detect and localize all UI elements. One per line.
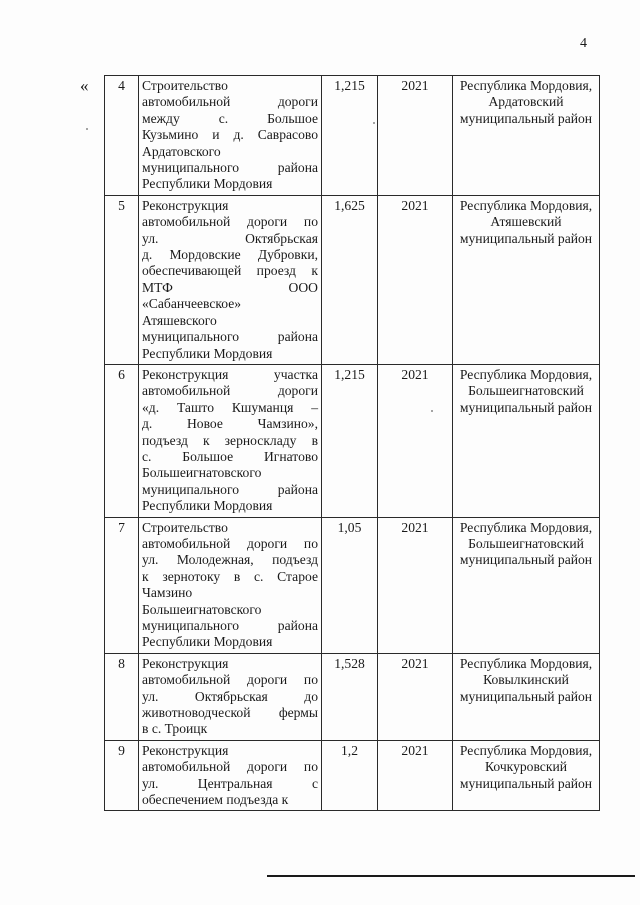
description-line: автомобильной дороги bbox=[142, 383, 318, 399]
description-line: муниципального района bbox=[142, 160, 318, 176]
description-line: автомобильной дороги bbox=[142, 94, 318, 110]
region-cell bbox=[453, 195, 600, 364]
region-line: муниципальный район bbox=[459, 552, 593, 568]
description-line: ул. Октябрьская до bbox=[142, 688, 318, 704]
row-number-cell: 7 bbox=[105, 517, 139, 653]
description-line: между с. Большое bbox=[142, 110, 318, 126]
description-line: с. Большое Игнатово bbox=[142, 448, 318, 464]
year-cell: 2021 bbox=[378, 740, 453, 811]
description-line: ул. Молодежная, подъезд bbox=[142, 552, 318, 568]
row-number-cell: 4 bbox=[105, 76, 139, 196]
table-row bbox=[105, 195, 600, 364]
region-line: Атяшевский bbox=[490, 214, 562, 230]
description-line: Реконструкция bbox=[142, 742, 229, 758]
description-line: муниципального района bbox=[142, 618, 318, 633]
length-cell: 1,215 bbox=[322, 364, 378, 517]
year-cell: 2021 bbox=[378, 517, 453, 653]
description-line: Чамзино bbox=[142, 585, 193, 601]
region-line: Ардатовский bbox=[488, 94, 564, 110]
table-row bbox=[105, 517, 600, 653]
row-number-cell: 8 bbox=[105, 653, 139, 740]
year-cell: 2021 bbox=[378, 653, 453, 740]
description-line: муниципального района bbox=[142, 481, 318, 497]
description-line: ул. Центральная с bbox=[142, 775, 318, 791]
description-line: д. Новое Чамзино», bbox=[142, 416, 318, 432]
region-cell bbox=[453, 653, 600, 740]
region-line: Республика Мордовия, bbox=[459, 197, 593, 213]
length-cell: 1,528 bbox=[322, 653, 378, 740]
table-row bbox=[105, 653, 600, 740]
region-line: муниципальный район bbox=[459, 230, 593, 246]
description-cell bbox=[139, 76, 322, 196]
row-number-cell: 6 bbox=[105, 364, 139, 517]
length-cell: 1,2 bbox=[322, 740, 378, 811]
bottom-rule bbox=[267, 875, 635, 877]
region-line: Большеигнатовский bbox=[468, 383, 584, 399]
description-line: Реконструкция участка bbox=[142, 366, 318, 382]
description-cell bbox=[139, 653, 322, 740]
region-line: Кочкуровский bbox=[485, 759, 567, 775]
description-cell bbox=[139, 517, 322, 653]
page-number: 4 bbox=[580, 36, 587, 51]
description-line: муниципального района bbox=[142, 329, 318, 345]
description-line: автомобильной дороги по bbox=[142, 535, 318, 551]
description-line: Республики Мордовия bbox=[142, 176, 273, 192]
region-line: муниципальный район bbox=[459, 110, 593, 126]
length-cell: 1,215 bbox=[322, 76, 378, 196]
region-line: Республика Мордовия, bbox=[459, 655, 593, 671]
description-line: обеспечением подъезда к bbox=[142, 792, 289, 808]
region-line: муниципальный район bbox=[459, 775, 593, 791]
row-number-cell: 5 bbox=[105, 195, 139, 364]
year-cell: 2021 bbox=[378, 364, 453, 517]
year-cell: 2021 bbox=[378, 195, 453, 364]
description-line: автомобильной дороги по bbox=[142, 214, 318, 230]
description-line: Строительство bbox=[142, 78, 228, 93]
region-cell bbox=[453, 517, 600, 653]
region-line: муниципальный район bbox=[459, 688, 593, 704]
region-line: муниципальный район bbox=[459, 399, 593, 415]
table-body bbox=[105, 76, 600, 811]
region-cell bbox=[453, 364, 600, 517]
row-number-cell: 9 bbox=[105, 740, 139, 811]
table-row bbox=[105, 740, 600, 811]
description-cell bbox=[139, 364, 322, 517]
description-line: Реконструкция bbox=[142, 655, 229, 671]
description-line: Республики Мордовия bbox=[142, 498, 273, 514]
description-line: Ардатовского bbox=[142, 143, 221, 159]
description-line: обеспечивающей проезд к bbox=[142, 263, 318, 279]
description-line: Большеигнатовского bbox=[142, 601, 262, 617]
description-line: животноводческой фермы bbox=[142, 705, 318, 721]
table-row bbox=[105, 76, 600, 196]
region-cell bbox=[453, 76, 600, 196]
description-cell bbox=[139, 740, 322, 811]
region-line: Большеигнатовский bbox=[468, 535, 584, 551]
description-line: «Сабанчеевское» bbox=[142, 296, 242, 312]
description-line: Атяшевского bbox=[142, 312, 217, 328]
description-line: МТФ ООО bbox=[142, 279, 318, 295]
region-line: Ковылкинский bbox=[483, 672, 569, 688]
scan-artifact bbox=[86, 128, 88, 130]
description-line: Строительство bbox=[142, 519, 228, 535]
region-line: Республика Мордовия, bbox=[459, 366, 593, 382]
region-line: Республика Мордовия, bbox=[459, 742, 593, 758]
length-cell: 1,05 bbox=[322, 517, 378, 653]
description-line: Республики Мордовия bbox=[142, 345, 273, 361]
region-cell bbox=[453, 740, 600, 811]
description-line: Большеигнатовского bbox=[142, 465, 262, 481]
region-line: Республика Мордовия, bbox=[459, 519, 593, 535]
length-cell: 1,625 bbox=[322, 195, 378, 364]
description-line: автомобильной дороги по bbox=[142, 672, 318, 688]
region-line: Республика Мордовия, bbox=[459, 78, 593, 93]
description-line: д. Мордовские Дубровки, bbox=[142, 247, 318, 263]
description-line: Республики Мордовия bbox=[142, 634, 273, 650]
opening-quote-mark: « bbox=[80, 76, 89, 95]
description-line: к зернотоку в с. Старое bbox=[142, 568, 318, 584]
description-cell bbox=[139, 195, 322, 364]
description-line: в с. Троицк bbox=[142, 721, 208, 737]
description-line: Реконструкция bbox=[142, 197, 229, 213]
description-line: «д. Ташто Кшуманця – bbox=[142, 399, 318, 415]
description-line: ул. Октябрьская bbox=[142, 230, 318, 246]
year-cell: 2021 bbox=[378, 76, 453, 196]
description-line: автомобильной дороги по bbox=[142, 759, 318, 775]
road-projects-table bbox=[104, 75, 600, 811]
description-line: Кузьмино и д. Саврасово bbox=[142, 127, 318, 143]
description-line: подъезд к зерноскладу в bbox=[142, 432, 318, 448]
table-row bbox=[105, 364, 600, 517]
